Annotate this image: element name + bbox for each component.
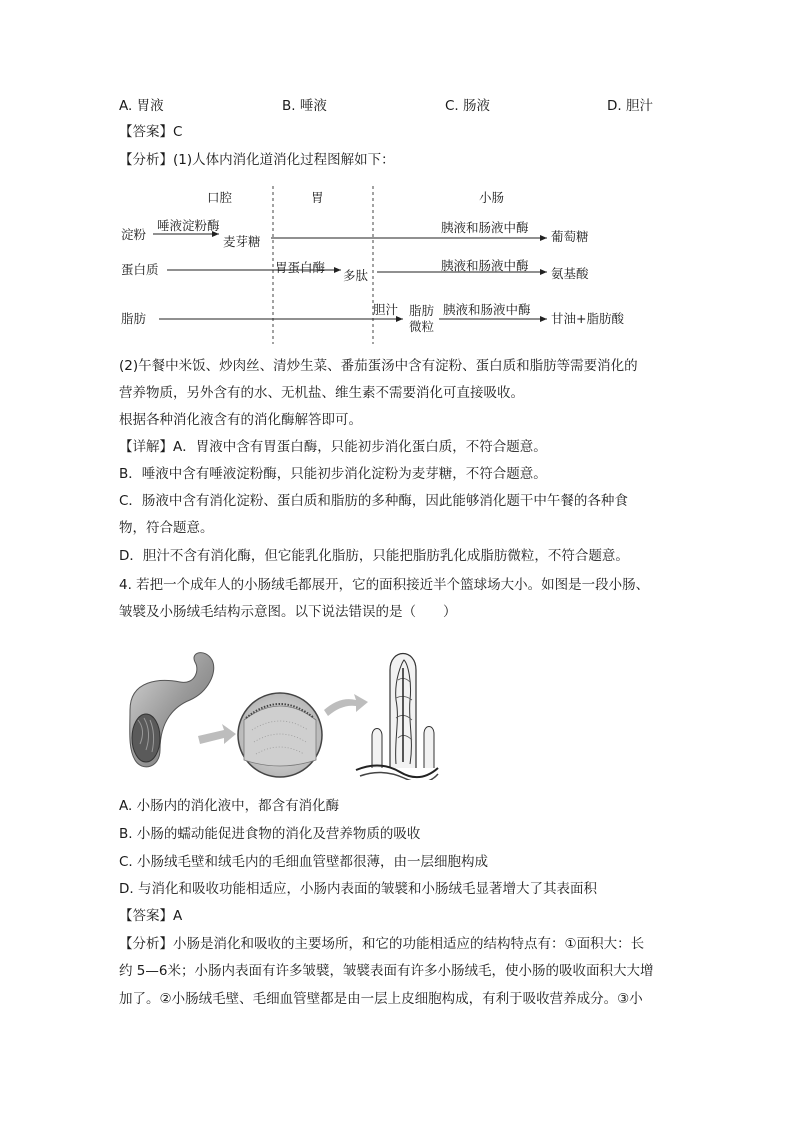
q3-analysis-p3: 根据各种消化液含有的消化酶解答即可。 [119,412,362,428]
header-stomach: 胃 [311,190,324,205]
q4-option-d: D. 与消化和吸收功能相适应，小肠内表面的皱襞和小肠绒毛显著增大了其表面积 [119,881,597,897]
label-fat-intestine-enzyme: 胰液和肠液中酶 [443,302,531,317]
q3-option-c: C. 肠液 [445,98,491,114]
q3-detail-a: 【详解】A．胃液中含有胃蛋白酶，只能初步消化蛋白质，不符合题意。 [119,439,547,455]
q4-option-c: C. 小肠绒毛壁和绒毛内的毛细血管壁都很薄，由一层细胞构成 [119,854,489,870]
header-intestine: 小肠 [479,190,505,205]
label-bile: 胆汁 [373,302,399,317]
q4-stem-line2: 皱襞及小肠绒毛结构示意图。以下说法错误的是（ ） [119,604,457,620]
digestion-diagram [119,182,679,347]
label-fat-droplet-1: 脂肪 [409,303,435,318]
label-pepsin: 胃蛋白酶 [275,260,326,275]
small-intestine-illustration [120,640,440,780]
q3-answer: 【答案】C [119,124,183,140]
label-glucose: 葡萄糖 [551,229,589,244]
label-maltose: 麦芽糖 [223,234,261,249]
q4-analysis-line1: 【分析】小肠是消化和吸收的主要场所，和它的功能相适应的结构特点有：①面积大：长 [119,936,645,952]
q4-analysis-line2: 约 5—6米；小肠内表面有许多皱襞，皱襞表面有许多小肠绒毛，使小肠的吸收面积大大增 [119,963,654,979]
label-starch-intestine-enzyme: 胰液和肠液中酶 [441,220,529,235]
villus-structure-icon [356,654,438,781]
label-fat-droplet-2: 微粒 [409,319,435,334]
q3-option-d: D. 胆汁 [607,98,653,114]
mucosa-fold-magnified-icon [238,693,322,777]
q3-option-a: A. 胃液 [119,98,164,114]
header-mouth: 口腔 [207,190,233,205]
q4-option-a: A. 小肠内的消化液中，都含有消化酶 [119,798,340,814]
q3-detail-b: B．唾液中含有唾液淀粉酶，只能初步消化淀粉为麦芽糖，不符合题意。 [119,466,547,482]
label-peptide: 多肽 [343,268,369,283]
label-salivary-amylase: 唾液淀粉酶 [157,218,220,233]
q3-analysis-p2-line1: (2)午餐中米饭、炒肉丝、清炒生菜、番茄蛋汤中含有淀粉、蛋白质和脂肪等需要消化的 [119,358,638,374]
q3-analysis-p2-line2: 营养物质，另外含有的水、无机盐、维生素不需要消化可直接吸收。 [119,385,524,401]
q4-stem-line1: 4. 若把一个成年人的小肠绒毛都展开，它的面积接近半个篮球场大小。如图是一段小肠、 [119,577,650,593]
arrow-to-fold-icon [198,724,236,744]
q3-detail-c-line2: 物，符合题意。 [119,520,214,536]
q3-option-b: B. 唾液 [282,98,327,114]
intestine-segment-icon [130,653,214,767]
q4-analysis-line3: 加了。②小肠绒毛壁、毛细血管壁都是由一层上皮细胞构成，有利于吸收营养成分。③小 [119,991,643,1007]
q3-detail-d: D．胆汁不含有消化酶，但它能乳化脂肪，只能把脂肪乳化成脂肪微粒，不符合题意。 [119,548,629,564]
label-protein-intestine-enzyme: 胰液和肠液中酶 [441,258,529,273]
q3-detail-c-line1: C．肠液中含有消化淀粉、蛋白质和脂肪的多种酶，因此能够消化题干中午餐的各种食 [119,493,628,509]
label-glycerol-fatty-acid: 甘油+脂肪酸 [551,311,624,326]
label-amino-acid: 氨基酸 [551,266,589,281]
q3-analysis-intro: 【分析】(1)人体内消化道消化过程图解如下： [119,152,395,168]
arrow-to-villus-icon [324,694,368,716]
label-protein: 蛋白质 [121,262,159,277]
q4-option-b: B. 小肠的蠕动能促进食物的消化及营养物质的吸收 [119,826,421,842]
q4-answer: 【答案】A [119,908,183,924]
label-starch: 淀粉 [121,227,147,242]
label-fat: 脂肪 [121,311,147,326]
